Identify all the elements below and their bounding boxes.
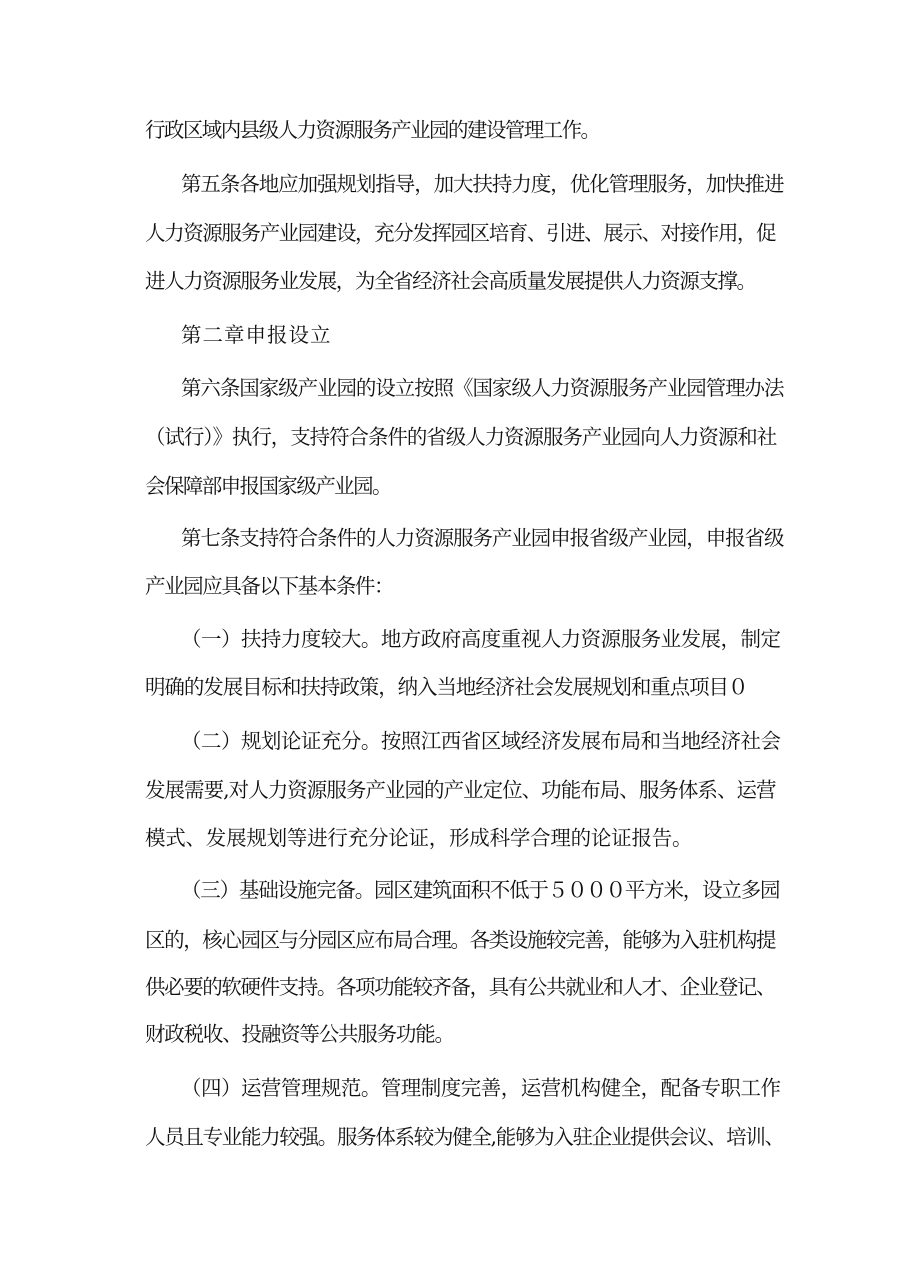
text-line-13: （二）规划论证充分。按照江西省区域经济发展布局和当地经济社会 <box>181 729 781 753</box>
text-line-18: 供必要的软硬件支持。各项功能较齐备，具有公共就业和人才、企业登记、 <box>145 975 776 999</box>
text-line-15: 模式、发展规划等进行充分论证，形成科学合理的论证报告。 <box>145 826 693 850</box>
text-line-3: 人力资源服务产业园建设，充分发挥园区培育、引进、展示、对接作用，促 <box>145 221 776 245</box>
text-line-21: 人员且专业能力较强。服务体系较为健全,能够为入驻企业提供会议、培训、 <box>145 1125 784 1149</box>
text-line-6: 第六条国家级产业园的设立按照《国家级人力资源服务产业园管理办法 <box>181 376 784 400</box>
text-line-7: （试行）》执行，支持符合条件的省级人力资源服务产业园向人力资源和社 <box>145 425 777 449</box>
text-line-19: 财政税收、投融资等公共服务功能。 <box>145 1022 454 1046</box>
text-line-2: 第五条各地应加强规划指导，加大扶持力度，优化管理服务，加快推进 <box>181 172 784 196</box>
text-line-4: 进人力资源服务业发展，为全省经济社会高质量发展提供人力资源支撑。 <box>145 269 756 293</box>
section-heading: 第二章申报设立 <box>181 323 332 347</box>
text-line-17: 区的，核心园区与分园区应布局合理。各类设施较完善，能够为入驻机构提 <box>145 928 776 952</box>
text-line-20: （四）运营管理规范。管理制度完善，运营机构健全，配备专职工作 <box>181 1076 781 1100</box>
text-line-14: 发展需要,对人力资源服务产业园的产业定位、功能布局、服务体系、运营 <box>145 778 776 802</box>
text-line-8: 会保障部申报国家级产业园。 <box>145 474 391 498</box>
text-line-16: （三）基础设施完备。园区建筑面积不低于５０００平方米，设立多园 <box>181 878 780 902</box>
text-line-12: 明确的发展目标和扶持政策，纳入当地经济社会发展规划和重点项目０ <box>145 675 748 699</box>
text-line-11: （一）扶持力度较大。地方政府高度重视人力资源服务业发展，制定 <box>181 627 781 651</box>
text-line-10: 产业园应具备以下基本条件： <box>145 574 394 598</box>
text-line-1: 行政区域内县级人力资源服务产业园的建设管理工作。 <box>145 118 600 142</box>
text-line-9: 第七条支持符合条件的人力资源服务产业园申报省级产业园，申报省级 <box>181 526 784 550</box>
